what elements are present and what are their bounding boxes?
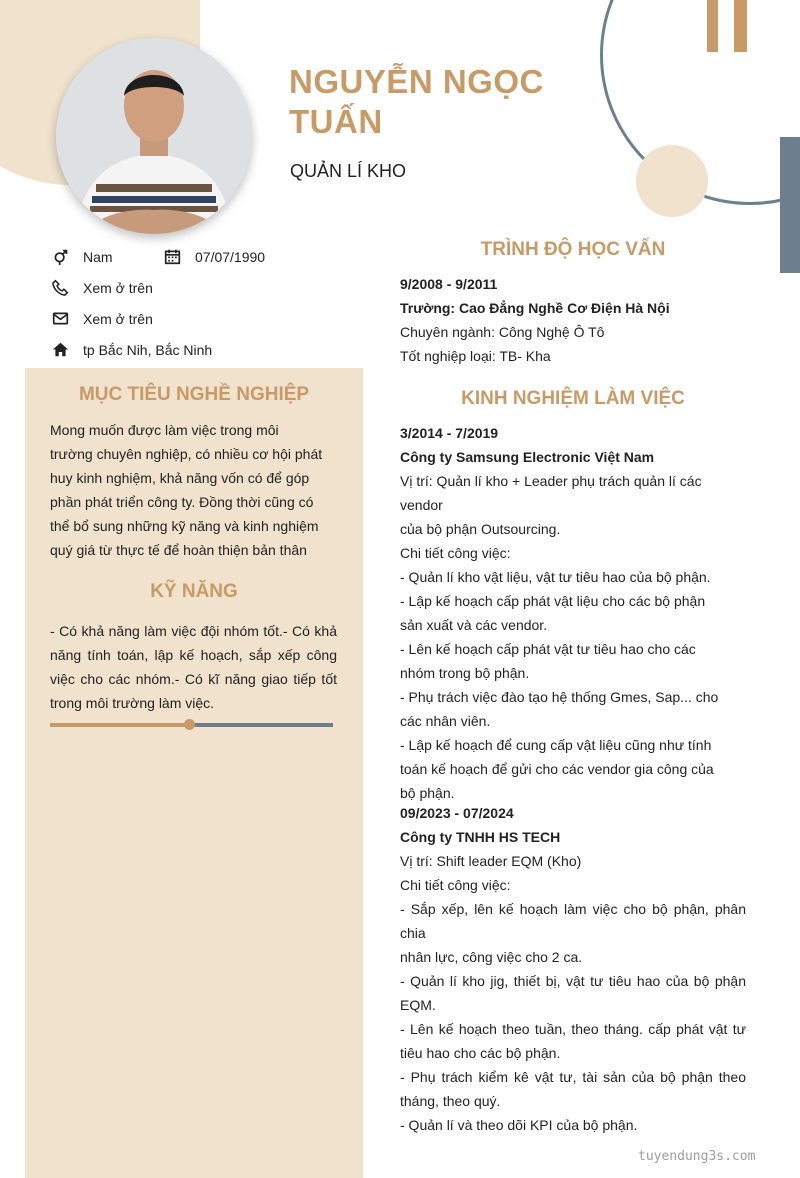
calendar-icon bbox=[164, 248, 181, 265]
experience-item bbox=[400, 801, 746, 1137]
education-graduation: Tốt nghiệp loại: TB- Kha bbox=[400, 348, 551, 364]
experience-line: - Quản lí và theo dõi KPI của bộ phận. bbox=[400, 1117, 638, 1133]
education-school: Trường: Cao Đẳng Nghề Cơ Điện Hà Nội bbox=[400, 300, 670, 316]
experience-heading: KINH NGHIỆM LÀM VIỆC bbox=[461, 388, 685, 409]
experience-company: Công ty Samsung Electronic Việt Nam bbox=[400, 449, 655, 465]
experience-line: các nhân viên. bbox=[400, 713, 491, 729]
experience-line: - Phụ trách kiểm kê vật tư, tài sản của bộ phận theo bbox=[400, 1069, 746, 1085]
mail-icon bbox=[52, 310, 69, 327]
person-illustration bbox=[56, 38, 252, 234]
experience-line: nhân lực, công việc cho 2 ca. bbox=[400, 949, 583, 965]
decor-side-bar bbox=[780, 137, 800, 273]
experience-line: - Lập kế hoạch cấp phát vật liệu cho các bộ phận bbox=[400, 593, 706, 609]
skills-line: trong môi trường làm việc. bbox=[50, 695, 215, 711]
phone-icon bbox=[52, 279, 69, 296]
experience-line: tiêu hao cho các bộ phận. bbox=[400, 1045, 561, 1061]
address-row bbox=[52, 341, 212, 358]
email-row bbox=[52, 310, 153, 327]
experience-period: 3/2014 - 7/2019 bbox=[400, 425, 499, 441]
experience-line: - Lên kế hoạch cấp phát vật tư tiêu hao cho các bbox=[400, 641, 696, 657]
gender-row bbox=[52, 248, 113, 265]
phone-row bbox=[52, 279, 153, 296]
address-value: tp Bắc Nih, Bắc Ninh bbox=[83, 341, 213, 358]
skill-level-knob bbox=[184, 719, 195, 730]
experience-line: Vị trí: Shift leader EQM (Kho) bbox=[400, 853, 582, 869]
experience-line: - Sắp xếp, lên kế hoạch làm việc cho bộ phận, phân chia bbox=[400, 901, 746, 941]
experience-item bbox=[400, 421, 746, 805]
experience-line: tháng, theo quý. bbox=[400, 1093, 501, 1109]
phone-value: Xem ở trên bbox=[83, 279, 153, 296]
objective-line: trường chuyên nghiệp, có nhiều cơ hội phát bbox=[50, 446, 323, 462]
experience-line: của bộ phận Outsourcing. bbox=[400, 521, 561, 537]
experience-line: toán kế hoạch để gửi cho các vendor gia công của bbox=[400, 761, 714, 777]
gender-icon bbox=[52, 248, 69, 265]
skill-level-fill bbox=[50, 723, 189, 727]
experience-line: - Quản lí kho vật liệu, vật tư tiêu hao của bộ phận. bbox=[400, 569, 711, 585]
email-value: Xem ở trên bbox=[83, 310, 153, 327]
home-icon bbox=[52, 341, 69, 358]
experience-line: EQM. bbox=[400, 997, 436, 1013]
experience-line: bộ phận. bbox=[400, 785, 455, 801]
skill-level-bar bbox=[50, 723, 333, 727]
experience-line: Chi tiết công việc: bbox=[400, 545, 511, 561]
skills-line: - Có khả năng làm việc đội nhóm tốt.- Có khả bbox=[50, 623, 337, 639]
education-period: 9/2008 - 9/2011 bbox=[400, 276, 498, 292]
objective-heading: MỤC TIÊU NGHỀ NGHIỆP bbox=[78, 384, 310, 405]
skills-line: năng tính toán, lập kế hoạch, sắp xếp công bbox=[50, 647, 337, 663]
objective-line: phần phát triển công ty. Đồng thời cũng có bbox=[50, 494, 314, 510]
objective-line: quý giá từ thực tế để hoàn thiện bản thân bbox=[50, 542, 307, 558]
experience-line: - Phụ trách việc đào tạo hệ thống Gmes, Sap... cho bbox=[400, 689, 719, 705]
dob-row bbox=[164, 248, 265, 265]
experience-line: - Lên kế hoạch theo tuần, theo tháng. cấp phát vật tư bbox=[400, 1021, 746, 1037]
education-heading: TRÌNH ĐỘ HỌC VẤN bbox=[480, 239, 666, 260]
skills-heading: KỸ NĂNG bbox=[150, 581, 238, 602]
gender-value: Nam bbox=[83, 248, 113, 265]
experience-line: - Quản lí kho jig, thiết bị, vật tư tiêu hao của bộ phận bbox=[400, 973, 746, 989]
skills-text bbox=[50, 619, 337, 715]
job-title: QUẢN LÍ KHO bbox=[290, 161, 407, 181]
experience-line: sản xuất và các vendor. bbox=[400, 617, 548, 633]
decor-bar bbox=[734, 0, 747, 52]
experience-line: - Lập kế hoạch để cung cấp vật liệu cũng như tính bbox=[400, 737, 712, 753]
education-block bbox=[400, 272, 746, 368]
candidate-name: NGUYỄN NGỌC TUẤN bbox=[289, 63, 544, 140]
experience-line: nhóm trong bộ phận. bbox=[400, 665, 530, 681]
watermark: tuyendung3s.com bbox=[638, 1149, 756, 1164]
objective-line: thể bổ sung những kỹ năng và kinh nghiệm bbox=[50, 518, 319, 534]
experience-period: 09/2023 - 07/2024 bbox=[400, 805, 514, 821]
experience-line: Chi tiết công việc: bbox=[400, 877, 511, 893]
experience-line: Vị trí: Quản lí kho + Leader phụ trách quản lí các vendor bbox=[400, 473, 702, 513]
dob-value: 07/07/1990 bbox=[195, 248, 266, 265]
decor-small-circle bbox=[636, 145, 708, 217]
education-major: Chuyên ngành: Công Nghệ Ô Tô bbox=[400, 324, 605, 340]
profile-photo bbox=[56, 38, 252, 234]
skills-line: việc cho các nhóm.- Có kĩ năng giao tiếp tốt bbox=[50, 671, 337, 687]
objective-text bbox=[50, 418, 322, 562]
objective-line: huy kinh nghiệm, khả năng vốn có để góp bbox=[50, 470, 310, 486]
experience-company: Công ty TNHH HS TECH bbox=[400, 829, 561, 845]
decor-bar bbox=[707, 0, 718, 52]
objective-line: Mong muốn được làm việc trong môi bbox=[50, 422, 279, 438]
